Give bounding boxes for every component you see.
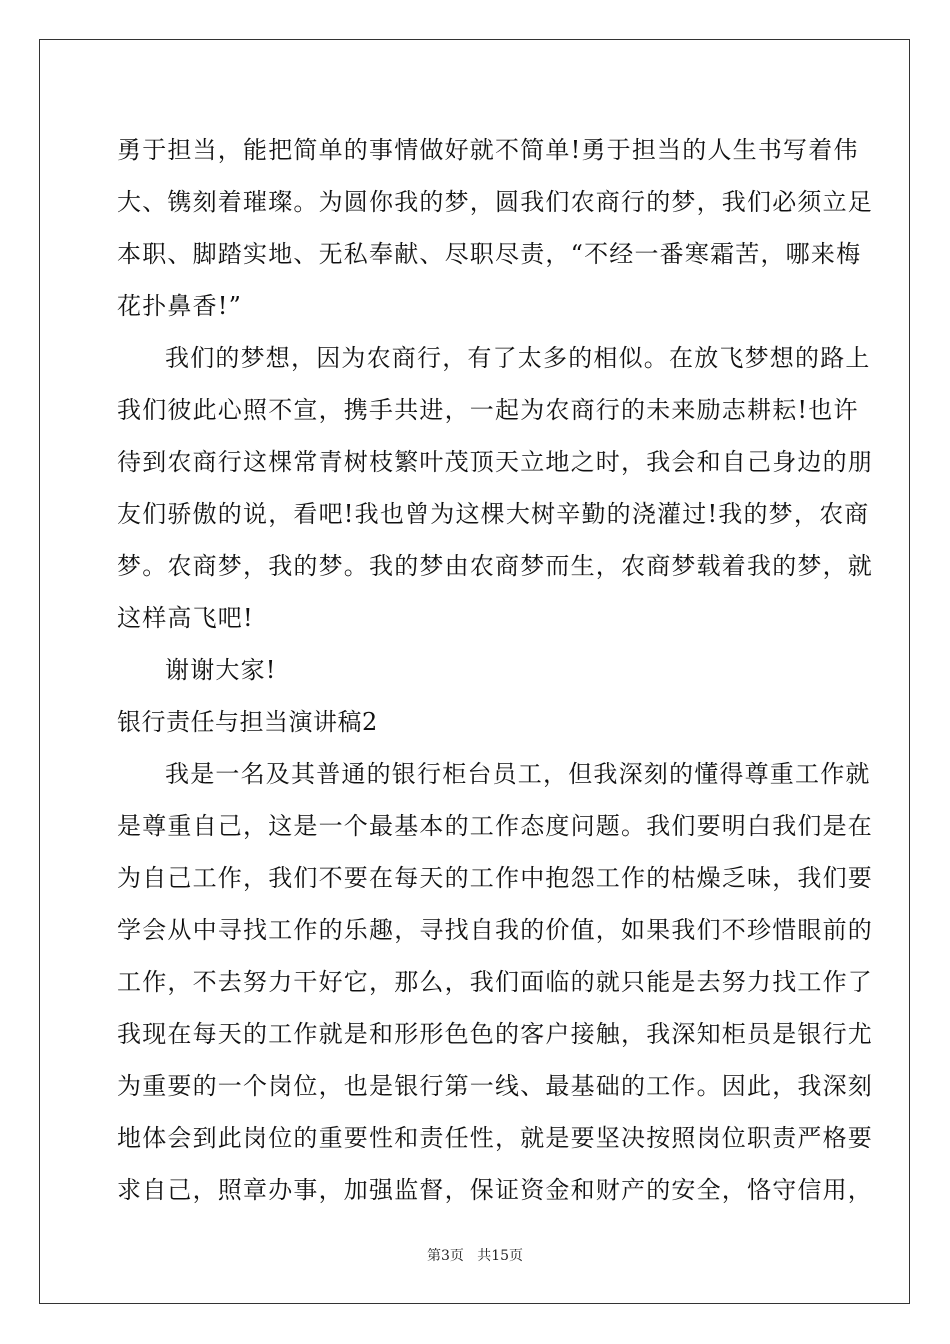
paragraph-start-line: 我是一名及其普通的银行柜台员工，但我深刻的懂得尊重工作就 (165, 760, 871, 788)
page-number-footer: 第3页 共15页 (426, 1248, 524, 1264)
text-line: 工作，不去努力干好它，那么，我们面临的就只能是去努力找工作了 (117, 968, 873, 996)
paragraph-start-line: 我们的梦想，因为农商行，有了太多的相似。在放飞梦想的路上 (165, 344, 871, 372)
closing-line: 谢谢大家! (165, 656, 277, 684)
text-line: 花扑鼻香!” (117, 292, 243, 320)
text-line: 我们彼此心照不宣，携手共进，一起为农商行的未来励志耕耘!也许 (117, 396, 859, 424)
text-line: 梦。农商梦，我的梦。我的梦由农商梦而生，农商梦载着我的梦，就 (117, 552, 873, 580)
text-line: 我现在每天的工作就是和形形色色的客户接触，我深知柜员是银行尤 (117, 1020, 873, 1048)
text-line: 为自己工作，我们不要在每天的工作中抱怨工作的枯燥乏味，我们要 (117, 864, 873, 892)
text-line: 友们骄傲的说，看吧!我也曾为这棵大树辛勤的浇灌过!我的梦，农商 (117, 500, 870, 528)
text-line: 是尊重自己，这是一个最基本的工作态度问题。我们要明白我们是在 (117, 812, 873, 840)
text-line: 这样高飞吧! (117, 604, 254, 632)
text-line: 为重要的一个岗位，也是银行第一线、最基础的工作。因此，我深刻 (117, 1072, 873, 1100)
text-line: 本职、脚踏实地、无私奉献、尽职尽责，“不经一番寒霜苦，哪来梅 (117, 240, 862, 268)
document-body (117, 124, 873, 1216)
text-line: 地体会到此岗位的重要性和责任性，就是要坚决按照岗位职责严格要 (117, 1124, 873, 1152)
text-line: 求自己，照章办事，加强监督，保证资金和财产的安全，恪守信用， (117, 1176, 873, 1204)
text-line: 勇于担当，能把简单的事情做好就不简单!勇于担当的人生书写着伟 (117, 136, 859, 164)
section-heading: 银行责任与担当演讲稿2 (117, 708, 378, 736)
text-line: 待到农商行这棵常青树枝繁叶茂顶天立地之时，我会和自己身边的朋 (117, 448, 873, 476)
text-line: 大、镌刻着璀璨。为圆你我的梦，圆我们农商行的梦，我们必须立足 (117, 188, 873, 216)
text-line: 学会从中寻找工作的乐趣，寻找自我的价值，如果我们不珍惜眼前的 (117, 916, 873, 944)
